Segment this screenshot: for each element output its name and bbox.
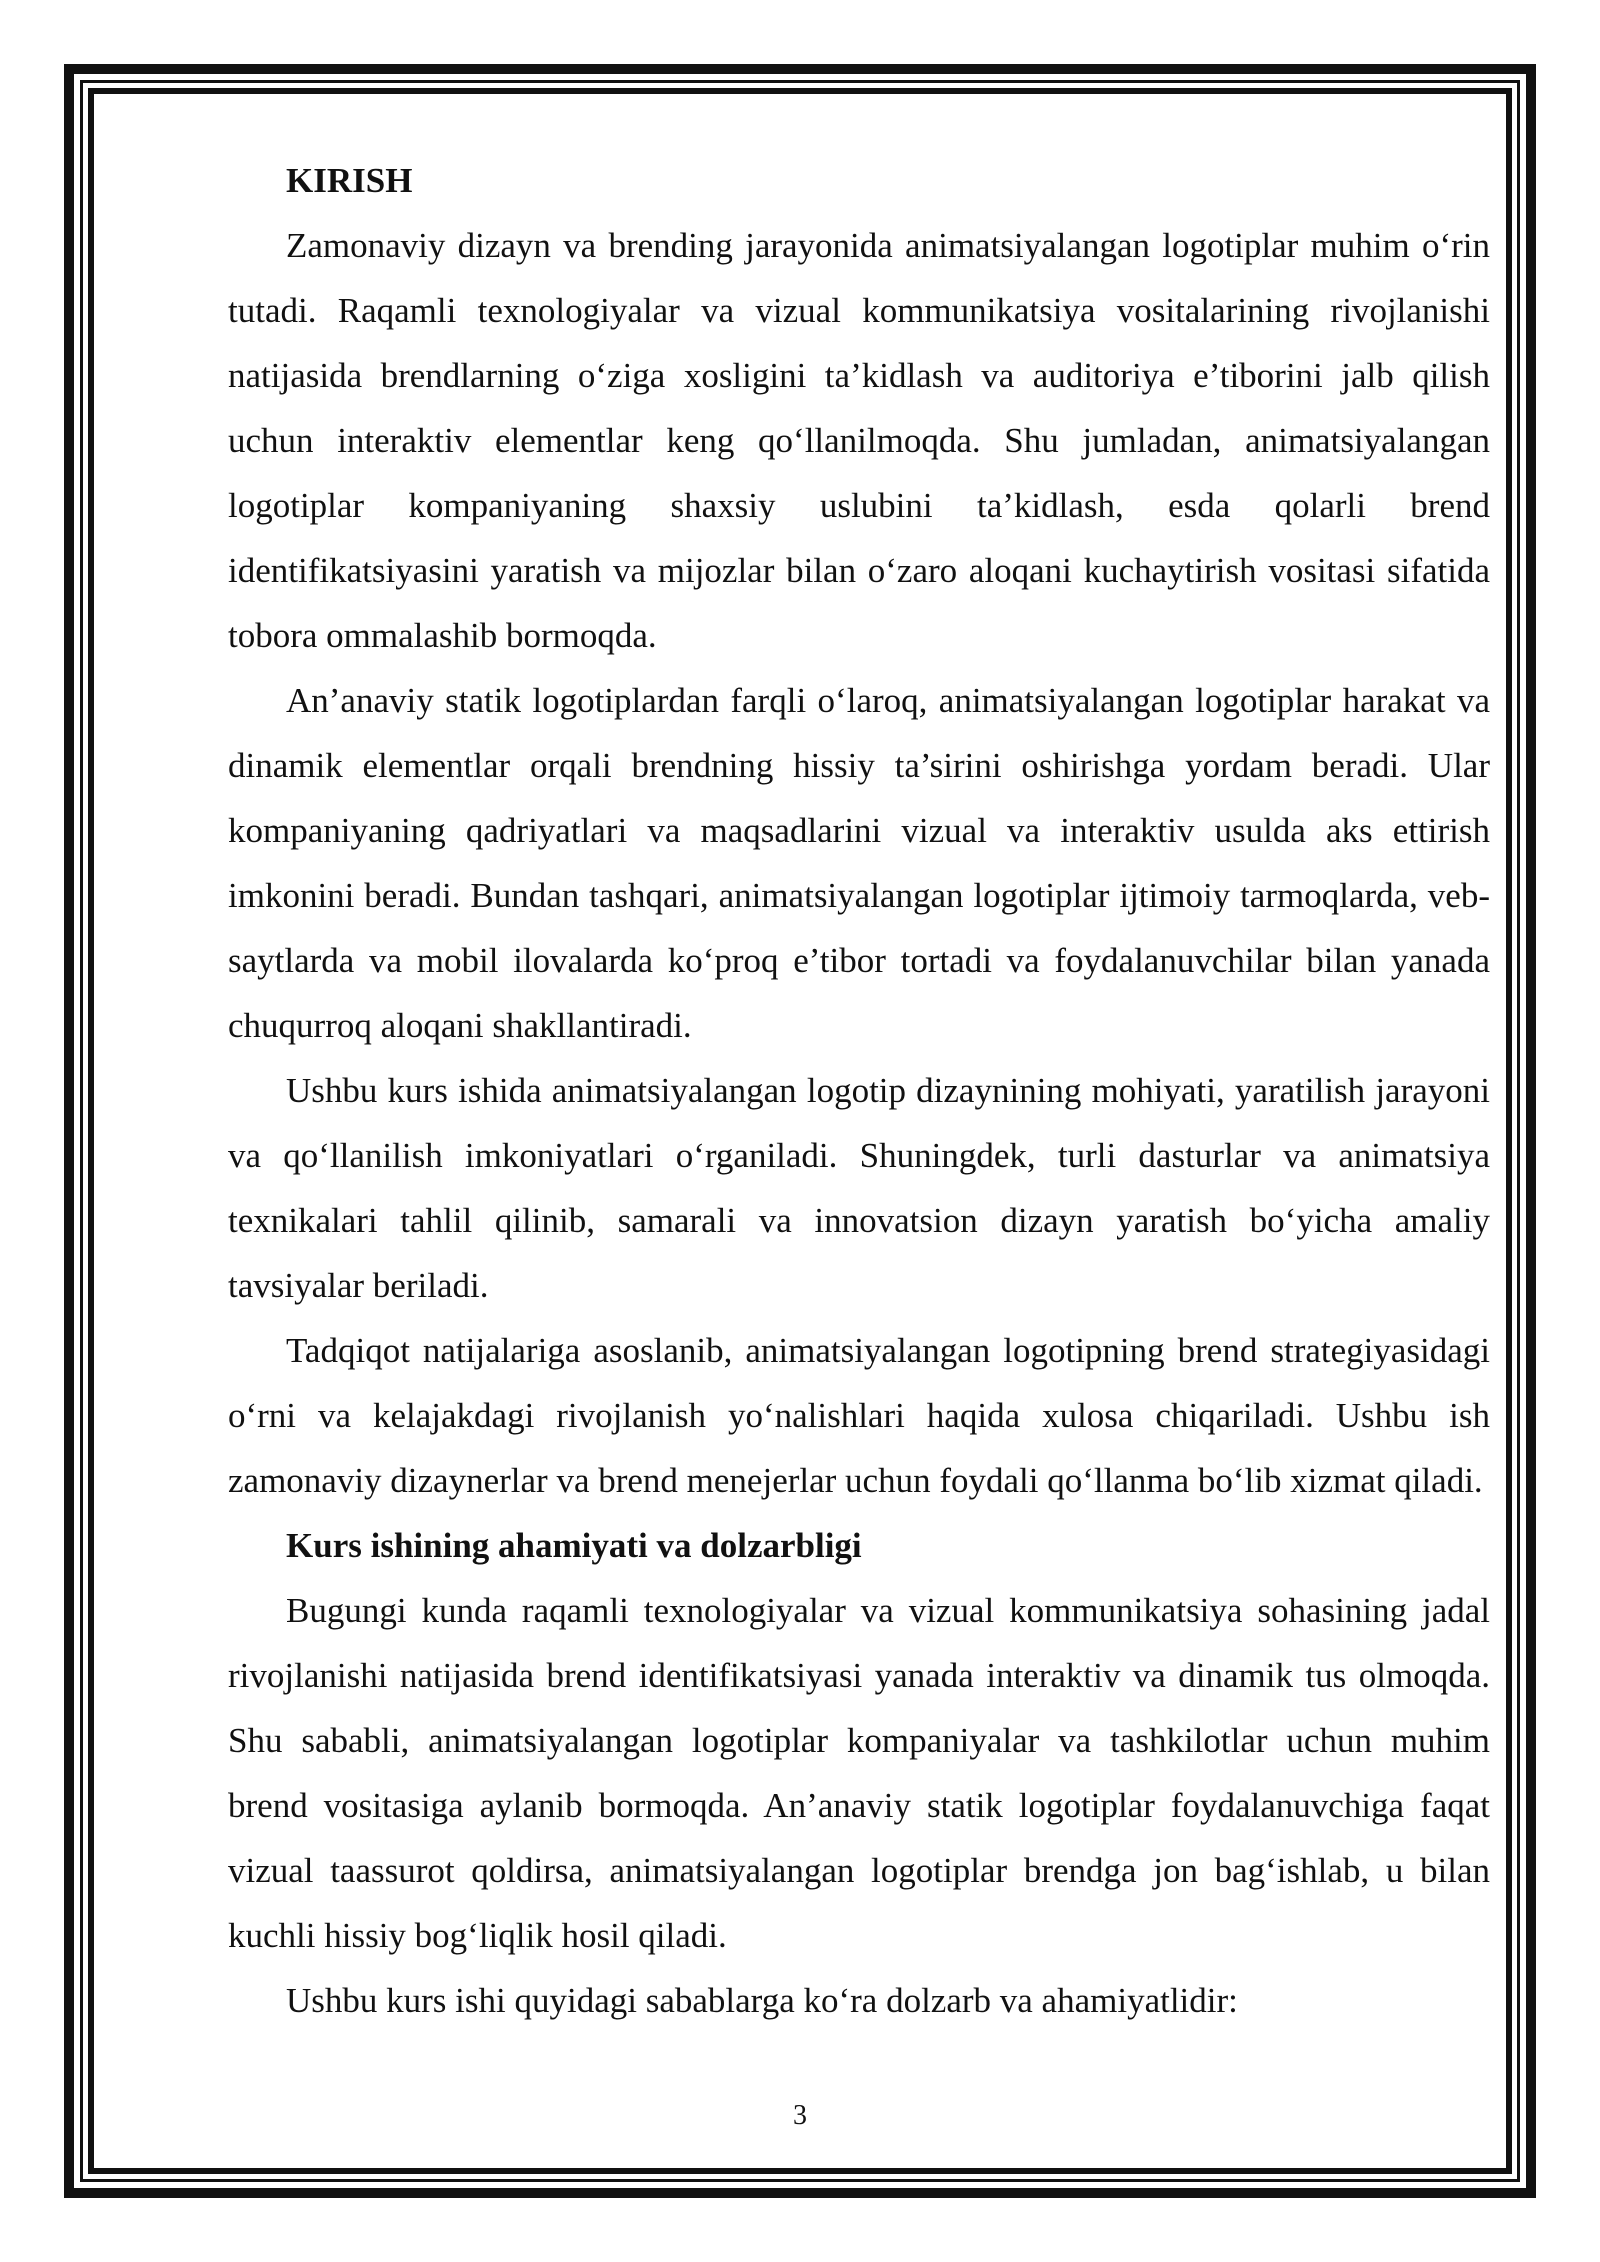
page-number: 3 — [793, 2100, 807, 2131]
paragraph: Ushbu kurs ishida animatsiyalangan logotip dizaynining mohiyati, yaratilish jarayoni va qo‘llanilish imkoniyatlari o‘rganiladi. Shuningdek, turli dasturlar va animatsiya texnikalari tahlil qilinib, samarali va innovatsion dizayn yaratish bo‘yicha amaliy tavsiyalar beriladi. — [228, 1071, 1490, 1305]
section-heading-kirish: KIRISH — [286, 161, 413, 200]
paragraph: Bugungi kunda raqamli texnologiyalar va vizual kommunikatsiya sohasining jadal rivojlanishi natijasida brend identifikatsiyasi yanada interaktiv va dinamik tus olmoqda. Shu sababli, animatsiyalangan logotiplar kompaniyalar va tashkilotlar uchun muhim brend vositasiga aylanib bormoqda. An’anaviy statik logotiplar foydalanuvchiga faqat vizual taassurot qoldirsa, animatsiyalangan logotiplar brendga jon bag‘ishlab, u bilan kuchli hissiy bog‘liqlik hosil qiladi. — [228, 1591, 1490, 1955]
document-body — [228, 148, 1490, 2033]
section-heading-importance: Kurs ishining ahamiyati va dolzarbligi — [286, 1526, 862, 1565]
paragraph: Zamonaviy dizayn va brending jarayonida animatsiyalangan logotiplar muhim o‘rin tutadi. Raqamli texnologiyalar va vizual kommunikatsiya vositalarining rivojlanishi natijasida brendlarning o‘ziga xosligini ta’kidlash va auditoriya e’tiborini jalb qilish uchun interaktiv elementlar keng qo‘llanilmoqda. Shu jumladan, animatsiyalangan logotiplar kompaniyaning shaxsiy uslubini ta’kidlash, esda qolarli brend identifikatsiyasini yaratish va mijozlar bilan o‘zaro aloqani kuchaytirish vositasi sifatida tobora ommalashib bormoqda. — [228, 226, 1490, 655]
paragraph: Tadqiqot natijalariga asoslanib, animatsiyalangan logotipning brend strategiyasidagi o‘rni va kelajakdagi rivojlanish yo‘nalishlari haqida xulosa chiqariladi. Ushbu ish zamonaviy dizaynerlar va brend menejerlar uchun foydali qo‘llanma bo‘lib xizmat qiladi. — [228, 1331, 1490, 1500]
paragraph: An’anaviy statik logotiplardan farqli o‘laroq, animatsiyalangan logotiplar harakat va dinamik elementlar orqali brendning hissiy ta’sirini oshirishga yordam beradi. Ular kompaniyaning qadriyatlari va maqsadlarini vizual va interaktiv usulda aks ettirish imkonini beradi. Bundan tashqari, animatsiyalangan logotiplar ijtimoiy tarmoqlarda, veb-saytlarda va mobil ilovalarda ko‘proq e’tibor tortadi va foydalanuvchilar bilan yanada chuqurroq aloqani shakllantiradi. — [228, 681, 1490, 1045]
paragraph: Ushbu kurs ishi quyidagi sabablarga ko‘ra dolzarb va ahamiyatlidir: — [286, 1981, 1238, 2020]
